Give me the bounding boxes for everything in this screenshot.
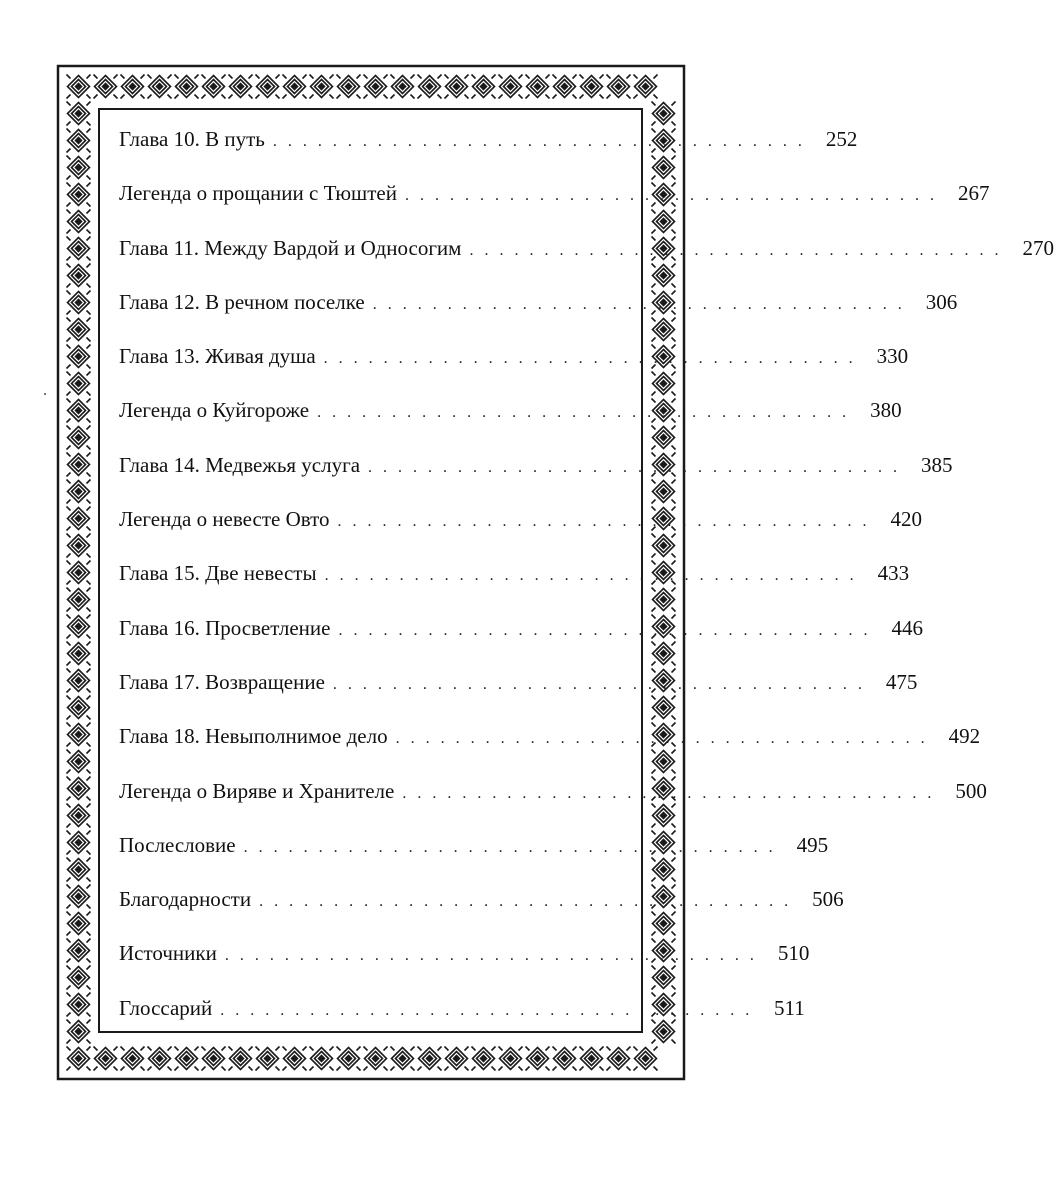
toc-leader-dots: . . . . . . . . . . . . . . . . . . . . . . . . . . . . . . . . . . . . <box>323 350 857 368</box>
toc-entry-title: Легенда о Виряве и Хранителе <box>119 778 395 803</box>
toc-entry-title: Глава 11. Между Вардой и Односогим <box>119 235 462 260</box>
toc-entry-page: 511 <box>774 995 805 1020</box>
toc-entry-title: Глава 12. В речном поселке <box>119 289 365 314</box>
toc-entry-page: 252 <box>825 127 858 151</box>
toc-entry-page: 475 <box>885 669 918 694</box>
toc-entry-page: 492 <box>948 724 981 749</box>
toc-entry[interactable] <box>119 659 918 713</box>
toc-entry[interactable] <box>119 605 923 659</box>
toc-entry[interactable] <box>119 496 923 550</box>
toc-leader-dots: . . . . . . . . . . . . . . . . . . . . . . . . . . . . . . . . . . . . <box>337 513 871 531</box>
toc-entry-page: 510 <box>777 941 810 966</box>
toc-entry-page: 380 <box>870 398 902 423</box>
toc-entry-page: 500 <box>955 778 987 803</box>
toc-entry-title: Послесловие <box>119 832 236 857</box>
toc-entry[interactable] <box>119 225 1054 279</box>
toc-entry[interactable] <box>119 930 810 984</box>
toc-leader-dots: . . . . . . . . . . . . . . . . . . . . . . . . . . . . . . . . . . . . <box>324 567 858 585</box>
toc-leader-dots: . . . . . . . . . . . . . . . . . . . . . . . . . . . . . . . . . . . . <box>372 295 906 313</box>
toc-entry-page: 506 <box>812 887 844 912</box>
toc-entry-page: 420 <box>890 507 923 532</box>
scan-speck <box>44 393 46 395</box>
toc-entry[interactable] <box>119 279 958 333</box>
toc-leader-dots: . . . . . . . . . . . . . . . . . . . . . . . . . . . . . . . . . . . . <box>272 133 806 150</box>
toc-leader-dots: . . . . . . . . . . . . . . . . . . . . . . . . . . . . . . . . . . . . <box>368 458 901 476</box>
toc-leader-dots: . . . . . . . . . . . . . . . . . . . . . . . . . . . . . . . . . . . . <box>259 893 792 911</box>
toc-entry-title: Глава 16. Просветление <box>119 615 331 640</box>
toc-leader-dots: . . . . . . . . . . . . . . . . . . . . . . . . . . . . . . . . . . . . <box>224 947 758 965</box>
toc-entry[interactable] <box>119 985 805 1039</box>
toc-entry-title: Глава 15. Две невесты <box>119 561 317 586</box>
toc-entry[interactable] <box>119 116 858 170</box>
toc-entry-title: Источники <box>119 941 217 966</box>
toc-entry-title: Легенда о прощании с Тюштей <box>119 181 397 206</box>
table-of-contents <box>119 116 1054 1039</box>
toc-entry-title: Легенда о невесте Овто <box>119 507 330 532</box>
toc-leader-dots: . . . . . . . . . . . . . . . . . . . . . . . . . . . . . . . . . . . . <box>404 187 938 205</box>
toc-entry-title: Легенда о Куйгороже <box>119 398 310 423</box>
toc-entry-title: Глава 18. Невыполнимое дело <box>119 724 388 749</box>
toc-entry-page: 495 <box>796 832 829 857</box>
toc-entry-title: Глава 14. Медвежья услуга <box>119 452 361 477</box>
toc-leader-dots: . . . . . . . . . . . . . . . . . . . . . . . . . . . . . . . . . . . . <box>395 730 929 748</box>
toc-entry[interactable] <box>119 333 909 387</box>
toc-leader-dots: . . . . . . . . . . . . . . . . . . . . . . . . . . . . . . . . . . . . <box>469 241 1002 259</box>
toc-entry-page: 433 <box>877 561 910 586</box>
toc-entry-title: Глава 13. Живая душа <box>119 344 316 369</box>
toc-leader-dots: . . . . . . . . . . . . . . . . . . . . . . . . . . . . . . . . . . . . <box>332 675 866 693</box>
toc-entry[interactable] <box>119 822 829 876</box>
toc-entry-page: 306 <box>925 289 958 314</box>
toc-entry[interactable] <box>119 768 987 822</box>
toc-entry[interactable] <box>119 713 981 767</box>
toc-entry-title: Глава 17. Возвращение <box>119 669 325 694</box>
toc-leader-dots: . . . . . . . . . . . . . . . . . . . . . . . . . . . . . . . . . . . . <box>317 404 850 422</box>
toc-leader-dots: . . . . . . . . . . . . . . . . . . . . . . . . . . . . . . . . . . . . <box>338 621 871 639</box>
toc-entry-page: 385 <box>921 452 953 477</box>
toc-entry-title: Глоссарий <box>119 995 213 1020</box>
toc-entry-title: Глава 10. В путь <box>119 127 265 151</box>
toc-entry[interactable] <box>119 876 844 930</box>
toc-entry[interactable] <box>119 387 902 441</box>
toc-entry-title: Благодарности <box>119 887 252 912</box>
toc-leader-dots: . . . . . . . . . . . . . . . . . . . . . . . . . . . . . . . . . . . . <box>220 1001 753 1019</box>
toc-entry[interactable] <box>119 442 953 496</box>
toc-entry[interactable] <box>119 550 910 604</box>
toc-entry-page: 267 <box>957 181 990 206</box>
toc-leader-dots: . . . . . . . . . . . . . . . . . . . . . . . . . . . . . . . . . . . . <box>402 784 935 802</box>
toc-entry-page: 270 <box>1022 235 1054 260</box>
toc-entry[interactable] <box>119 170 990 224</box>
toc-entry-page: 446 <box>891 615 923 640</box>
toc-entry-page: 330 <box>876 344 909 369</box>
toc-leader-dots: . . . . . . . . . . . . . . . . . . . . . . . . . . . . . . . . . . . . <box>243 838 777 856</box>
